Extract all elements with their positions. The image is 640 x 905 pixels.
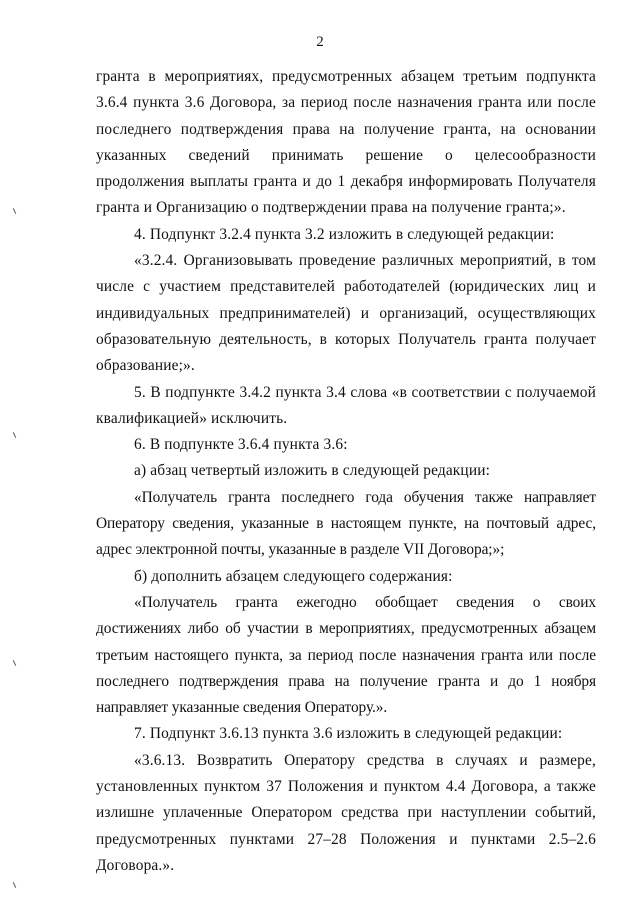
paragraph-quote-3-2-4: «3.2.4. Организовывать проведение различных мероприятий, в том числе с участием представителей работодателей (юридических лиц и индивидуальных предпринимателей) и организаций, осуществляющих образовательную деятельность, в которых Получатель гранта получает образование;». xyxy=(96,252,596,375)
paragraph-quote-a: «Получатель гранта последнего года обучения также направляет Оператору сведения, указанные в настоящем пункте, на почтовый адрес, адрес электронной почты, указанные в разделе VII Договора;»; xyxy=(96,488,596,559)
paragraph-item-4: 4. Подпункт 3.2.4 пункта 3.2 изложить в следующей редакции: xyxy=(134,225,555,243)
paragraph-item-5: 5. В подпункте 3.4.2 пункта 3.4 слова «в соответствии с получаемой квалификацией» исключить. xyxy=(96,383,596,427)
scan-margin-mark xyxy=(13,660,16,666)
paragraph-continuation: гранта в мероприятиях, предусмотренных абзацем третьим подпункта 3.6.4 пункта 3.6 Договора, за период после назначения гранта или после последнего подтверждения права на получение гранта, на основании указанных сведений принимать решение о целесообразности продолжения выплаты гранта и до 1 декабря информировать Получателя гранта и Организацию о подтверждении права на получение гранта;». xyxy=(96,68,596,217)
page-number: 2 xyxy=(316,34,324,50)
scan-margin-mark xyxy=(13,882,16,888)
paragraph-quote-b: «Получатель гранта ежегодно обобщает сведения о своих достижениях либо об участии в мероприятиях, предусмотренных абзацем третьим настоящего пункта, за период после назначения гранта или после последнего подтверждения права на получение гранта и до 1 ноября направляет указанные сведения Оператору.». xyxy=(96,593,596,717)
scan-margin-mark xyxy=(13,432,16,438)
paragraph-item-6: 6. В подпункте 3.6.4 пункта 3.6: xyxy=(134,436,348,454)
paragraph-quote-3-6-13: «3.6.13. Возвратить Оператору средства в случаях и размере, установленных пунктом 37 Положения и пунктом 4.4 Договора, а также излишне уплаченные Оператором средства при наступлении событий, предусмотренных пунктами 27–28 Положения и пунктами 2.5–2.6 Договора.». xyxy=(96,751,596,874)
paragraph-subitem-a: а) абзац четвертый изложить в следующей редакции: xyxy=(134,462,491,480)
document-body xyxy=(96,64,596,879)
paragraph-subitem-b: б) дополнить абзацем следующего содержания: xyxy=(134,567,453,585)
paragraph-item-7: 7. Подпункт 3.6.13 пункта 3.6 изложить в следующей редакции: xyxy=(134,725,563,743)
scan-margin-mark xyxy=(13,208,16,214)
